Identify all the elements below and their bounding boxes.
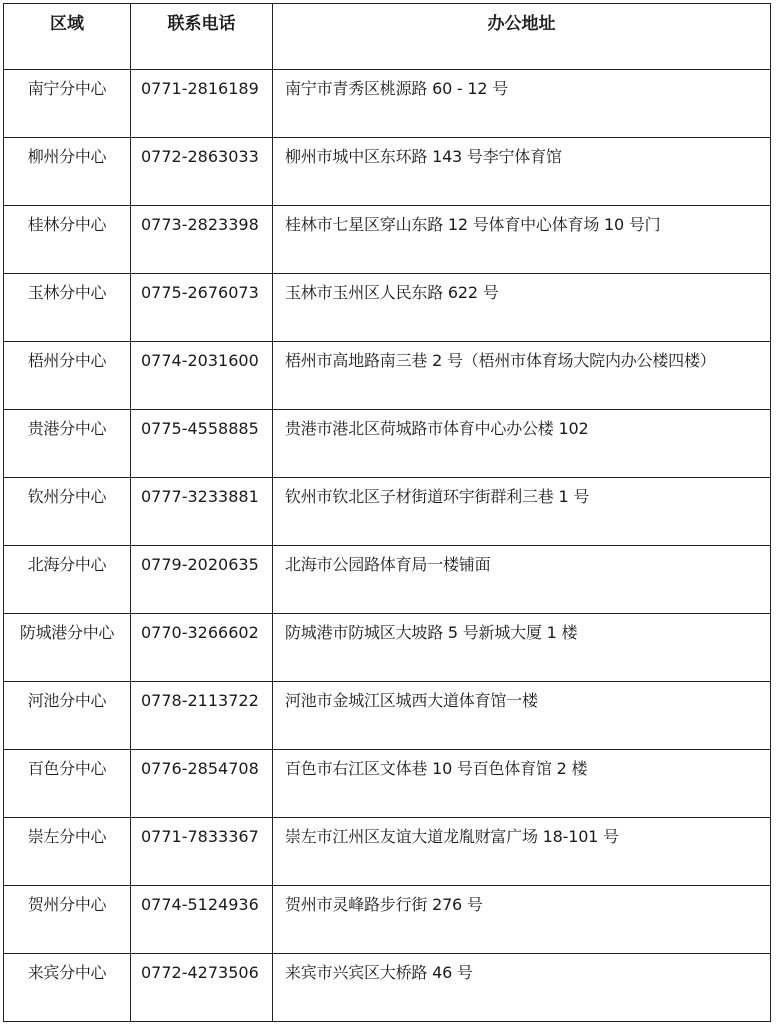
phone-cell: 0774-2031600 bbox=[131, 342, 273, 410]
table-row bbox=[4, 342, 771, 410]
table-row bbox=[4, 410, 771, 478]
address-cell: 崇左市江州区友谊大道龙胤财富广场 18-101 号 bbox=[273, 818, 771, 886]
region-cell: 玉林分中心 bbox=[4, 274, 131, 342]
phone-cell: 0772-4273506 bbox=[131, 954, 273, 1022]
contact-table bbox=[3, 3, 771, 1022]
region-cell: 柳州分中心 bbox=[4, 138, 131, 206]
table-row bbox=[4, 478, 771, 546]
table-row bbox=[4, 818, 771, 886]
address-cell: 河池市金城江区城西大道体育馆一楼 bbox=[273, 682, 771, 750]
region-cell: 桂林分中心 bbox=[4, 206, 131, 274]
address-cell: 南宁市青秀区桃源路 60 - 12 号 bbox=[273, 70, 771, 138]
table-header-row bbox=[4, 4, 771, 70]
region-cell: 钦州分中心 bbox=[4, 478, 131, 546]
phone-cell: 0777-3233881 bbox=[131, 478, 273, 546]
table-row bbox=[4, 614, 771, 682]
phone-cell: 0775-2676073 bbox=[131, 274, 273, 342]
region-cell: 南宁分中心 bbox=[4, 70, 131, 138]
region-cell: 河池分中心 bbox=[4, 682, 131, 750]
address-cell: 北海市公园路体育局一楼铺面 bbox=[273, 546, 771, 614]
phone-cell: 0771-2816189 bbox=[131, 70, 273, 138]
phone-cell: 0775-4558885 bbox=[131, 410, 273, 478]
phone-cell: 0779-2020635 bbox=[131, 546, 273, 614]
table-row bbox=[4, 886, 771, 954]
table-row bbox=[4, 138, 771, 206]
header-address: 办公地址 bbox=[273, 4, 771, 70]
region-cell: 贺州分中心 bbox=[4, 886, 131, 954]
region-cell: 百色分中心 bbox=[4, 750, 131, 818]
phone-cell: 0776-2854708 bbox=[131, 750, 273, 818]
table-row bbox=[4, 954, 771, 1022]
region-cell: 北海分中心 bbox=[4, 546, 131, 614]
address-cell: 钦州市钦北区子材街道环宇街群利三巷 1 号 bbox=[273, 478, 771, 546]
table-row bbox=[4, 274, 771, 342]
phone-cell: 0770-3266602 bbox=[131, 614, 273, 682]
address-cell: 百色市右江区文体巷 10 号百色体育馆 2 楼 bbox=[273, 750, 771, 818]
address-cell: 柳州市城中区东环路 143 号李宁体育馆 bbox=[273, 138, 771, 206]
phone-cell: 0771-7833367 bbox=[131, 818, 273, 886]
table-row bbox=[4, 682, 771, 750]
contact-table-container bbox=[3, 3, 771, 1022]
address-cell: 贵港市港北区荷城路市体育中心办公楼 102 bbox=[273, 410, 771, 478]
header-region: 区域 bbox=[4, 4, 131, 70]
phone-cell: 0778-2113722 bbox=[131, 682, 273, 750]
phone-cell: 0773-2823398 bbox=[131, 206, 273, 274]
address-cell: 梧州市高地路南三巷 2 号（梧州市体育场大院内办公楼四楼） bbox=[273, 342, 771, 410]
address-cell: 玉林市玉州区人民东路 622 号 bbox=[273, 274, 771, 342]
address-cell: 桂林市七星区穿山东路 12 号体育中心体育场 10 号门 bbox=[273, 206, 771, 274]
region-cell: 来宾分中心 bbox=[4, 954, 131, 1022]
table-row bbox=[4, 206, 771, 274]
address-cell: 贺州市灵峰路步行街 276 号 bbox=[273, 886, 771, 954]
header-phone: 联系电话 bbox=[131, 4, 273, 70]
table-row bbox=[4, 750, 771, 818]
table-row bbox=[4, 546, 771, 614]
address-cell: 来宾市兴宾区大桥路 46 号 bbox=[273, 954, 771, 1022]
phone-cell: 0772-2863033 bbox=[131, 138, 273, 206]
phone-cell: 0774-5124936 bbox=[131, 886, 273, 954]
region-cell: 防城港分中心 bbox=[4, 614, 131, 682]
region-cell: 贵港分中心 bbox=[4, 410, 131, 478]
address-cell: 防城港市防城区大坡路 5 号新城大厦 1 楼 bbox=[273, 614, 771, 682]
table-row bbox=[4, 70, 771, 138]
region-cell: 梧州分中心 bbox=[4, 342, 131, 410]
region-cell: 崇左分中心 bbox=[4, 818, 131, 886]
